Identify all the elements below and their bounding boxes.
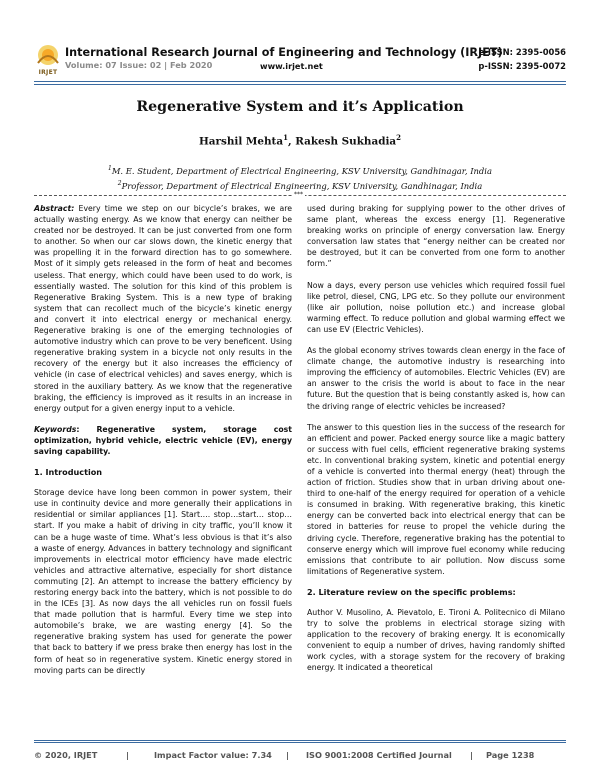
keywords xyxy=(34,424,292,457)
right-paragraph-2: Now a days, every person use vehicles which required fossil fuel like petrol, diesel, CNG, LPG etc. So they pollute our environment (like air pollution, noise pollution etc.) and increase global warming effect. To reduce pollution and global warming effect we can use EV (Electric Vehicles). xyxy=(307,280,565,334)
intro-paragraph: Storage device have long been common in power system, their use in continuity device and more generally their applications in residential or similar appliances [1]. Start…. stop…start… stop… start. If you make a habit of driving in city traffic, you’ll know it can be a huge waste of time. What’s less obvious is that it’s also a waste of energy. Advances in battery technology and significant improvements in electrical motor efficiency have made electric vehicles and attractive alternative, especially for short distance commuting [2]. An attempt to increase the battery efficiency by restoring energy back into the battery, which is not possible to do in the ICEs [3]. As now days the all vehicles run on fossil fuels that made pollution that is harmful. Every time we step into automobile’s brake, we are wasting energy [4]. So the regenerative braking system has used for generate the power that back to battery if we press brake then energy has lost in the form of heat so in regenerative system. Kinetic energy stored in moving parts can be directly xyxy=(34,488,292,675)
keywords-text: : Regenerative system, storage cost optimization, hybrid vehicle, electric vehicle (EV), energy saving capability. xyxy=(34,424,292,456)
right-paragraph-1: used during braking for supplying power to the other drives of same plant, whereas the excess energy [1]. Regenerative breaking works on principle of energy conversation law. Energy conversation law states that “energy neither can be created nor be destroyed, but it can be converted from one form to another form.” xyxy=(307,204,565,269)
footer-impact: Impact Factor value: 7.34 xyxy=(154,750,272,760)
authors-line xyxy=(0,133,600,147)
affiliation-2 xyxy=(0,180,600,191)
journal-name: International Research Journal of Engineering and Technology (IRJET) xyxy=(65,46,503,59)
affiliation-1-sup: 1 xyxy=(108,165,112,172)
footer-divider-3: | xyxy=(470,750,473,760)
author-1-sup: 1 xyxy=(283,133,288,142)
left-column xyxy=(34,203,292,686)
logo-text: IRJET xyxy=(38,69,58,76)
footer-page: Page 1238 xyxy=(486,750,535,760)
e-issn: e-ISSN: 2395-0056 xyxy=(478,47,566,57)
paper-title: Regenerative System and it’s Application xyxy=(136,99,464,115)
header-rule xyxy=(34,81,566,82)
p-issn: p-ISSN: 2395-0072 xyxy=(478,61,566,71)
affiliation-1-text: M. E. Student, Department of Electrical Engineering, KSV University, Gandhinagar, India xyxy=(111,165,492,176)
journal-header xyxy=(34,43,566,76)
affiliation-1 xyxy=(0,165,600,176)
abstract-text: Every time we step on our bicycle’s brakes, we are actually wasting energy. As we know that energy can neither be created nor be destroyed. It can be just converted from one form to another. So when our car slows down, the kinetic energy that was propelling it in the forward direction has to go somewhere. Most of it simply gets released in the form of heat and becomes useless. That energy, which could have been used to do work, is essentially wasted. The solution for this kind of this problem is Regenerative Braking System. This is a new type of braking system that can recollect much of the bicycle’s kinetic energy and convert it into electrical energy or mechanical energy. Regenerative braking is one of the emerging technologies of automotive industry which can prove to be very beneficent. Using regenerative braking system in a bicycle not only results in the recovery of the energy but it also increases the efficiency of vehicle (in case of electrical vehicles) and saves energy, which is stored in the auxiliary battery. As we know that the regenerative braking, the efficiency is improved as it results in an increase in energy output for a given energy input to a vehicle. xyxy=(34,204,292,413)
right-paragraph-4: The answer to this question lies in the success of the research for an efficient and power. Packed energy source like a magic battery or success with fuel cells, efficient regenerative braking systems etc. In conventional braking system, kinetic and potential energy of a vehicle is converted into thermal energy (heat) through the action of friction. Studies show that in urban driving about one-third to one-half of the energy required for operation of a vehicle is consumed in braking. With regenerative braking, this kinetic energy can be converted back into electrical energy that can be stored in batteries for reuse to propel the vehicle during the driving cycle. Therefore, regenerative braking has the potential to conserve energy which will improve fuel economy while reducing emissions that contribute to air pollution. Now discuss some limitations of Regenerative system. xyxy=(307,422,565,576)
affiliation-2-text: Professor, Department of Electrical Engineering, KSV University, Gandhinagar, India xyxy=(121,180,483,191)
footer-rule-thin xyxy=(34,742,566,743)
right-column xyxy=(307,203,565,684)
footer-divider-1: | xyxy=(126,750,129,760)
author-2-sup: 2 xyxy=(396,133,402,142)
separator-mark: *** xyxy=(294,191,303,198)
volume-line: Volume: 07 Issue: 02 | Feb 2020 xyxy=(65,60,213,70)
footer-divider-2: | xyxy=(286,750,289,760)
author-1: Harshil Mehta xyxy=(198,135,284,148)
website-link[interactable]: www.irjet.net xyxy=(260,61,323,71)
section-heading-introduction: 1. Introduction xyxy=(34,467,103,478)
header-rule-thin xyxy=(34,84,566,85)
footer-copyright: © 2020, IRJET xyxy=(34,750,98,760)
section-heading-literature: 2. Literature review on the specific problems: xyxy=(307,586,516,597)
abstract-label: Abstract: xyxy=(34,204,75,213)
right-paragraph-3: As the global economy strives towards clean energy in the face of climate change, the automotive industry is researching into improving the efficiency of automobiles. Electric Vehicles (EV) are an answer to the crisis the world is about to face in the near future. But the question that is being constantly asked is, how can the driving range of electric vehicles be increased? xyxy=(307,346,565,411)
right-paragraph-5: Author V. Musolino, A. Pievatolo, E. Tironi A. Politecnico di Milano try to solve the problems in electrical storage sizing with application to the recovery of braking energy. It is economically convenient to equip a number of drives, having randomly shifted work cycles, with a storage system for the recovery of braking energy. It indicated a theoretical xyxy=(307,608,565,673)
abstract xyxy=(34,203,292,414)
keywords-label: Keywords xyxy=(34,424,77,434)
footer-rule xyxy=(34,740,566,741)
author-separator: , xyxy=(287,135,296,148)
author-2: Rakesh Sukhadia xyxy=(295,135,397,148)
footer-iso: ISO 9001:2008 Certified Journal xyxy=(306,750,452,760)
irjet-logo-icon xyxy=(34,43,62,71)
affiliation-2-sup: 2 xyxy=(117,180,122,187)
